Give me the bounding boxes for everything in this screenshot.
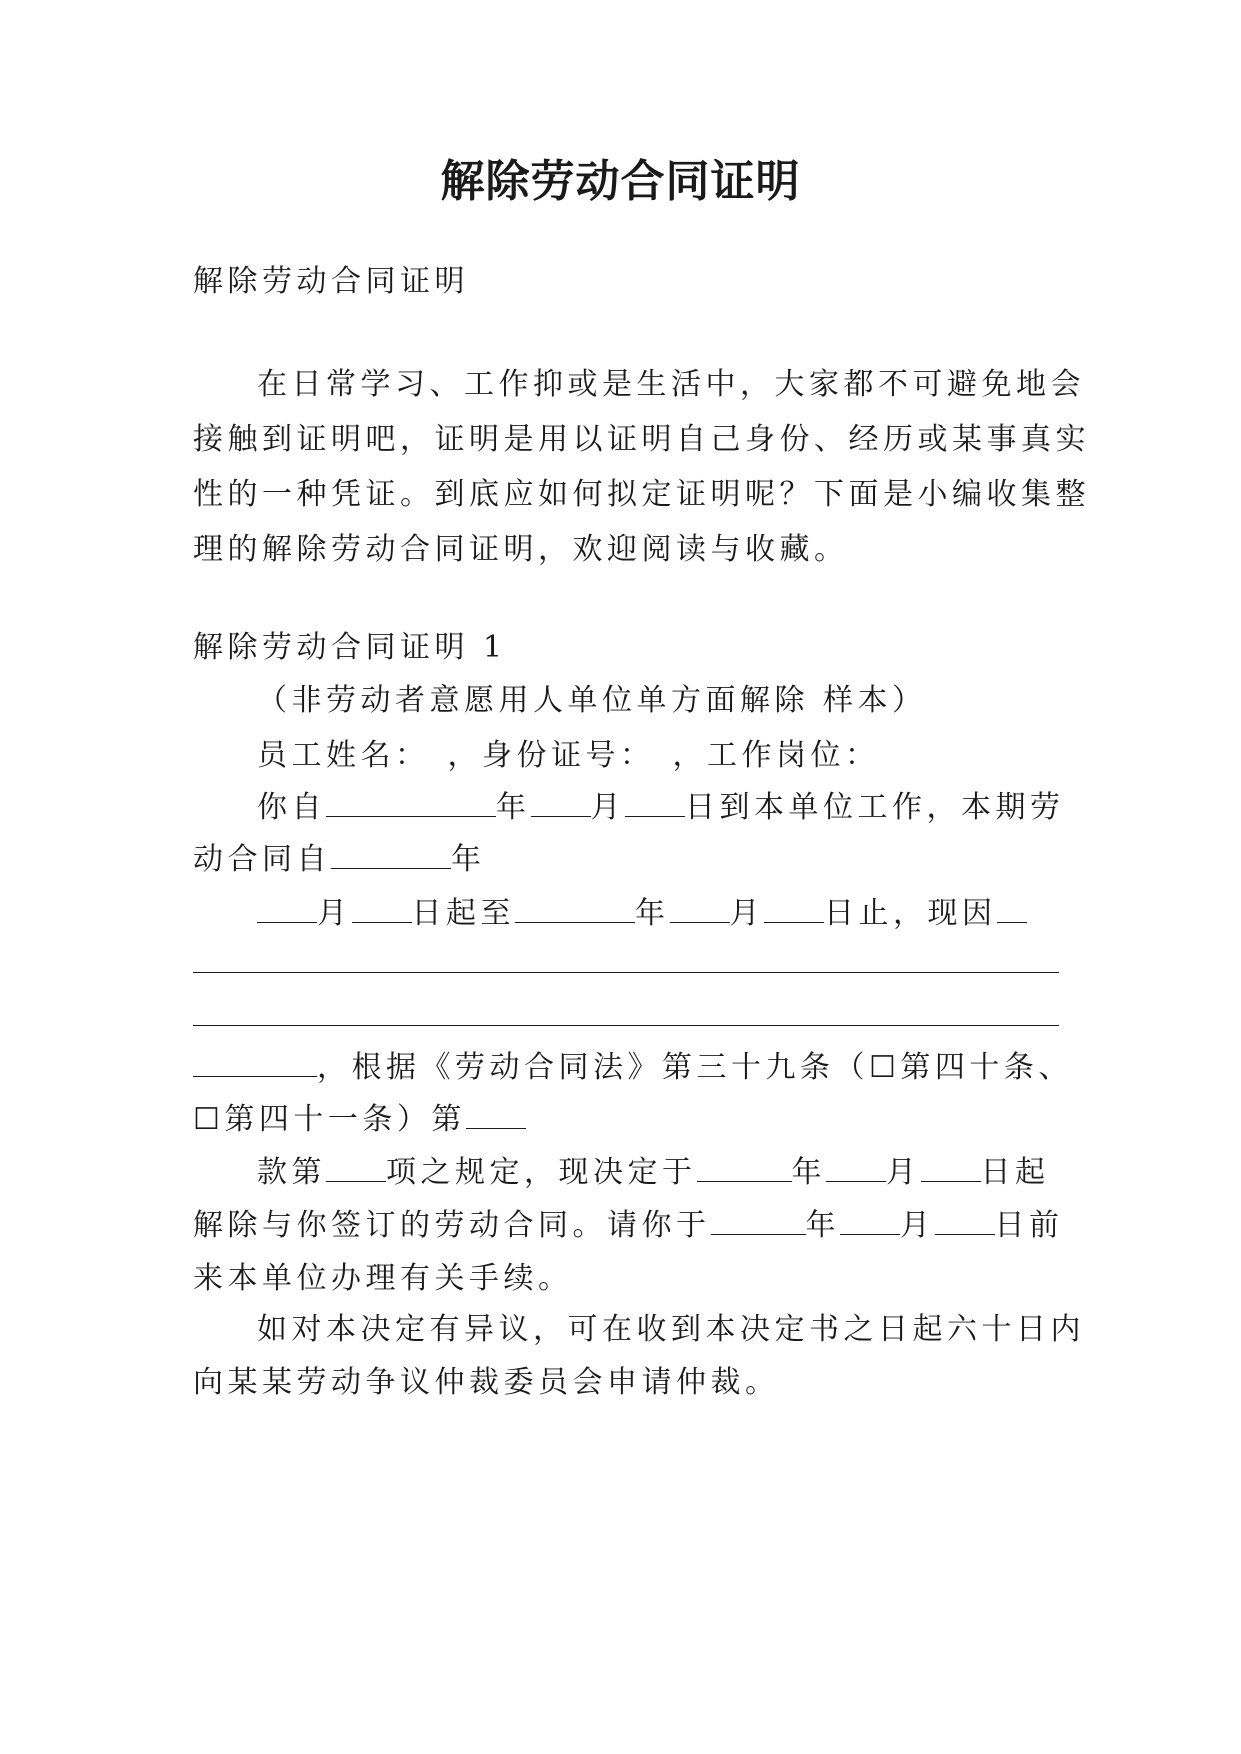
blank-end-month[interactable] [670, 894, 730, 923]
text-month: 月 [886, 1155, 921, 1190]
text-paragraph: 款第 [257, 1155, 326, 1190]
decision-line [257, 1153, 1063, 1193]
blank-reason-end[interactable] [193, 1048, 317, 1077]
reason-rule-2[interactable] [193, 1025, 1059, 1026]
text-year: 年 [635, 896, 670, 931]
blank-contract-month[interactable] [257, 894, 317, 923]
section-heading: 解除劳动合同证明 1 [193, 630, 507, 665]
text-year: 年 [805, 1208, 840, 1243]
blank-item[interactable] [326, 1153, 386, 1182]
blank-decision-day[interactable] [921, 1153, 981, 1182]
text-from: 日起 [980, 1155, 1050, 1190]
blank-year-1[interactable] [326, 788, 496, 817]
text-article-41: ☐第四十一条）第 [193, 1102, 466, 1137]
terminate-line [193, 1206, 1063, 1246]
contract-start-line [193, 840, 1063, 880]
start-work-line [257, 788, 1063, 828]
contract-period-line [193, 894, 1063, 934]
blank-reason-start[interactable] [997, 894, 1027, 923]
id-number-label: ，身份证号： [447, 738, 655, 773]
text-year: 年 [496, 790, 531, 825]
blank-paragraph[interactable] [466, 1100, 526, 1129]
text-legal-basis: ，根据《劳动合同法》第三十九条（☐第四十条、 [317, 1050, 1073, 1085]
procedure-line: 来本单位办理有关手续。 [193, 1261, 573, 1296]
employee-name-label: 员工姓名： [257, 738, 430, 773]
text-start-work: 日到本单位工作，本期劳 [685, 790, 1065, 825]
intro-line-1: 在日常学习、工作抑或是生活中，大家都不可避免地会 [257, 367, 1085, 402]
legal-basis-line [193, 1048, 1073, 1088]
intro-line-3: 性的一种凭证。到底应如何拟定证明呢？下面是小编收集整 [193, 477, 1090, 512]
text-month: 月 [900, 1208, 935, 1243]
text-month: 月 [729, 896, 764, 931]
text-until: 日起至 [411, 896, 515, 931]
legal-basis-line-2 [193, 1100, 1063, 1140]
blank-end-year[interactable] [515, 894, 635, 923]
job-post-label: ，工作岗位： [672, 738, 880, 773]
blank-month-1[interactable] [531, 788, 591, 817]
intro-line-4: 理的解除劳动合同证明，欢迎阅读与收藏。 [193, 532, 849, 567]
page-title: 解除劳动合同证明 [440, 156, 801, 207]
blank-decision-year[interactable] [697, 1153, 792, 1182]
subtitle: 解除劳动合同证明 [193, 264, 469, 299]
text-terminate: 解除与你签订的劳动合同。请你于 [193, 1208, 711, 1243]
text-contract-from: 动合同自 [193, 842, 331, 877]
employee-info-line [257, 736, 1063, 776]
text-reason: 日止，现因 [824, 896, 997, 931]
text-year: 年 [791, 1155, 826, 1190]
blank-visit-month[interactable] [840, 1206, 900, 1235]
blank-end-day[interactable] [764, 894, 824, 923]
text-year: 年 [451, 842, 486, 877]
blank-visit-day[interactable] [935, 1206, 995, 1235]
text-decision: 项之规定，现决定于 [386, 1155, 697, 1190]
blank-contract-day[interactable] [352, 894, 412, 923]
reason-rule-1[interactable] [193, 972, 1059, 973]
blank-visit-year[interactable] [711, 1206, 806, 1235]
intro-line-2: 接触到证明吧，证明是用以证明自己身份、经历或某事真实 [193, 422, 1090, 457]
blank-decision-month[interactable] [826, 1153, 886, 1182]
sample-note: （非劳动者意愿用人单位单方面解除 样本） [257, 683, 927, 718]
objection-line-2: 向某某劳动争议仲裁委员会申请仲裁。 [193, 1365, 780, 1400]
text-before: 日前 [994, 1208, 1064, 1243]
text-month: 月 [590, 790, 625, 825]
text-ni-zi: 你自 [257, 790, 326, 825]
text-month: 月 [317, 896, 352, 931]
objection-line-1: 如对本决定有异议，可在收到本决定书之日起六十日内 [257, 1312, 1085, 1347]
blank-day-1[interactable] [625, 788, 685, 817]
blank-contract-year[interactable] [331, 840, 451, 869]
